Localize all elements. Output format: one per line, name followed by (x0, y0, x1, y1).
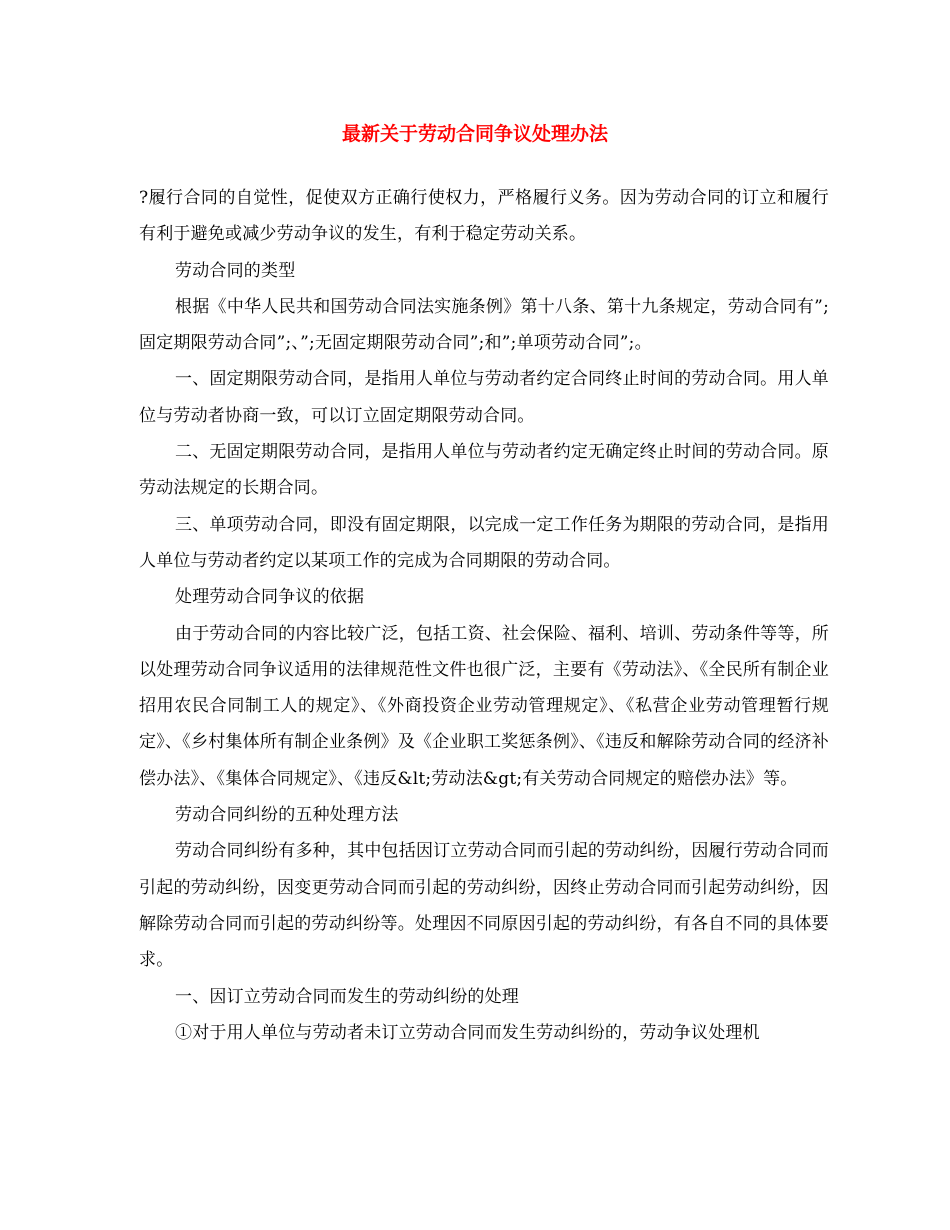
paragraph: 劳动合同纠纷有多种，其中包括因订立劳动合同而引起的劳动纠纷，因履行劳动合同而引起的劳动纠纷，因变更劳动合同而引起的劳动纠纷，因终止劳动合同而引起劳动纠纷，因解除劳动合同而引起的劳动纠纷等。处理因不同原因引起的劳动纠纷，有各自不同的具体要求。 (139, 841, 829, 971)
paragraph: 劳动合同纠纷的五种处理方法 (175, 805, 399, 826)
paragraph: 一、固定期限劳动合同，是指用人单位与劳动者约定合同终止时间的劳动合同。用人单位与劳动者协商一致，可以订立固定期限劳动合同。 (139, 369, 829, 426)
paragraph: 由于劳动合同的内容比较广泛，包括工资、社会保险、福利、培训、劳动条件等等，所以处理劳动合同争议适用的法律规范性文件也很广泛，主要有《劳动法》、《全民所有制企业招用农民合同制工人的规定》、《外商投资企业劳动管理规定》、《私营企业劳动管理暂行规定》、《乡村集体所有制企业条例》及《企业职工奖惩条例》、《违反和解除劳动合同的经济补偿办法》、《集体合同规定》、《违反&lt;劳动法&gt;有关劳动合同规定的赔偿办法》等。 (139, 623, 829, 789)
paragraph: ①对于用人单位与劳动者未订立劳动合同而发生劳动纠纷的，劳动争议处理机 (175, 1022, 760, 1043)
document-body (139, 180, 829, 1051)
paragraph: 处理劳动合同争议的依据 (175, 587, 365, 608)
paragraph: 根据《中华人民共和国劳动合同法实施条例》第十八条、第十九条规定，劳动合同有”;固定期限劳动合同”;、”;无固定期限劳动合同”;和”;单项劳动合同”;。 (139, 296, 829, 354)
paragraph: 二、无固定期限劳动合同，是指用人单位与劳动者约定无确定终止时间的劳动合同。原劳动法规定的长期合同。 (139, 442, 829, 499)
paragraph: 三、单项劳动合同，即没有固定期限，以完成一定工作任务为期限的劳动合同，是指用人单位与劳动者约定以某项工作的完成为合同期限的劳动合同。 (139, 514, 829, 571)
document-title: 最新关于劳动合同争议处理办法 (341, 123, 608, 145)
paragraph: 一、因订立劳动合同而发生的劳动纠纷的处理 (175, 986, 519, 1007)
paragraph: ?履行合同的自觉性，促使双方正确行使权力，严格履行义务。因为劳动合同的订立和履行有利于避免或减少劳动争议的发生，有利于稳定劳动关系。 (139, 188, 829, 245)
paragraph: 劳动合同的类型 (175, 260, 296, 281)
